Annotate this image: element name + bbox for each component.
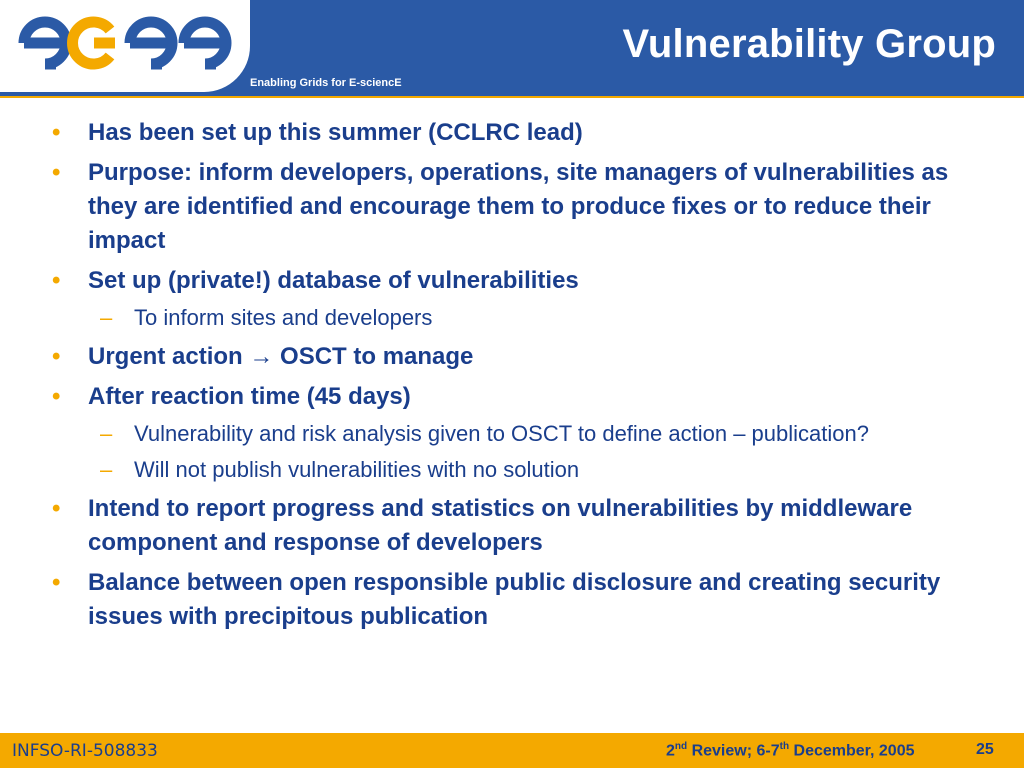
- egee-logo: [12, 10, 237, 76]
- bullet-text: Urgent action: [88, 343, 243, 370]
- sub-bullet-text: Will not publish vulnerabilities with no solution: [134, 457, 580, 482]
- review-end: December, 2005: [789, 742, 915, 760]
- bullet-item: [52, 156, 992, 258]
- bullet-text: Has been set up this summer (CCLRC lead): [88, 119, 583, 146]
- sub-bullet-item: [52, 302, 992, 334]
- bullet-text: After reaction time (45 days): [88, 383, 411, 410]
- bullet-mark: •: [52, 119, 61, 146]
- bullet-mark: •: [52, 383, 61, 410]
- bullet-mark: •: [52, 267, 61, 294]
- sub-bullet-mark: –: [100, 421, 113, 446]
- tagline: Enabling Grids for E-sciencE: [250, 77, 402, 89]
- bullet-text: Balance between open responsible public disclosure and creating security issues with precipitous publication: [88, 569, 941, 630]
- page-number: 25: [976, 741, 994, 758]
- logo-panel: [0, 0, 250, 92]
- review-date: [666, 741, 914, 760]
- date-ordinal: th: [779, 741, 790, 752]
- bullet-mark: •: [52, 495, 61, 522]
- bullet-mark: •: [52, 343, 61, 370]
- bullet-item: [52, 340, 992, 374]
- slide-title: Vulnerability Group: [622, 22, 996, 66]
- sub-bullet-item: [52, 454, 992, 486]
- bullet-text: OSCT to manage: [280, 343, 474, 370]
- right-arrow-icon: →: [249, 343, 274, 370]
- sub-bullet-text: Vulnerability and risk analysis given to OSCT to define action – publication?: [134, 421, 869, 446]
- sub-bullet-text: To inform sites and developers: [134, 305, 433, 330]
- review-mid: Review; 6-7: [687, 742, 780, 760]
- bullet-item: [52, 116, 992, 150]
- bullet-mark: •: [52, 569, 61, 596]
- slide-footer: [0, 733, 1024, 768]
- slide-header: [0, 0, 1024, 98]
- project-id: INFSO-RI-508833: [12, 741, 158, 761]
- bullet-list: [52, 116, 992, 640]
- bullet-text: Set up (private!) database of vulnerabilities: [88, 267, 579, 294]
- bullet-item: [52, 492, 992, 560]
- review-number: 2: [666, 742, 675, 760]
- bullet-text: Intend to report progress and statistics on vulnerabilities by middleware component and response of developers: [88, 495, 913, 556]
- sub-bullet-mark: –: [100, 305, 113, 330]
- bullet-item: [52, 264, 992, 298]
- bullet-item: [52, 380, 992, 414]
- review-ordinal: nd: [674, 741, 688, 752]
- bullet-item: [52, 566, 992, 634]
- header-divider: [0, 96, 1024, 98]
- sub-bullet-item: [52, 418, 992, 450]
- sub-bullet-mark: –: [100, 457, 113, 482]
- bullet-text: Purpose: inform developers, operations, site managers of vulnerabilities as they are identified and encourage them to produce fixes or to reduce their impact: [88, 159, 949, 254]
- bullet-mark: •: [52, 159, 61, 186]
